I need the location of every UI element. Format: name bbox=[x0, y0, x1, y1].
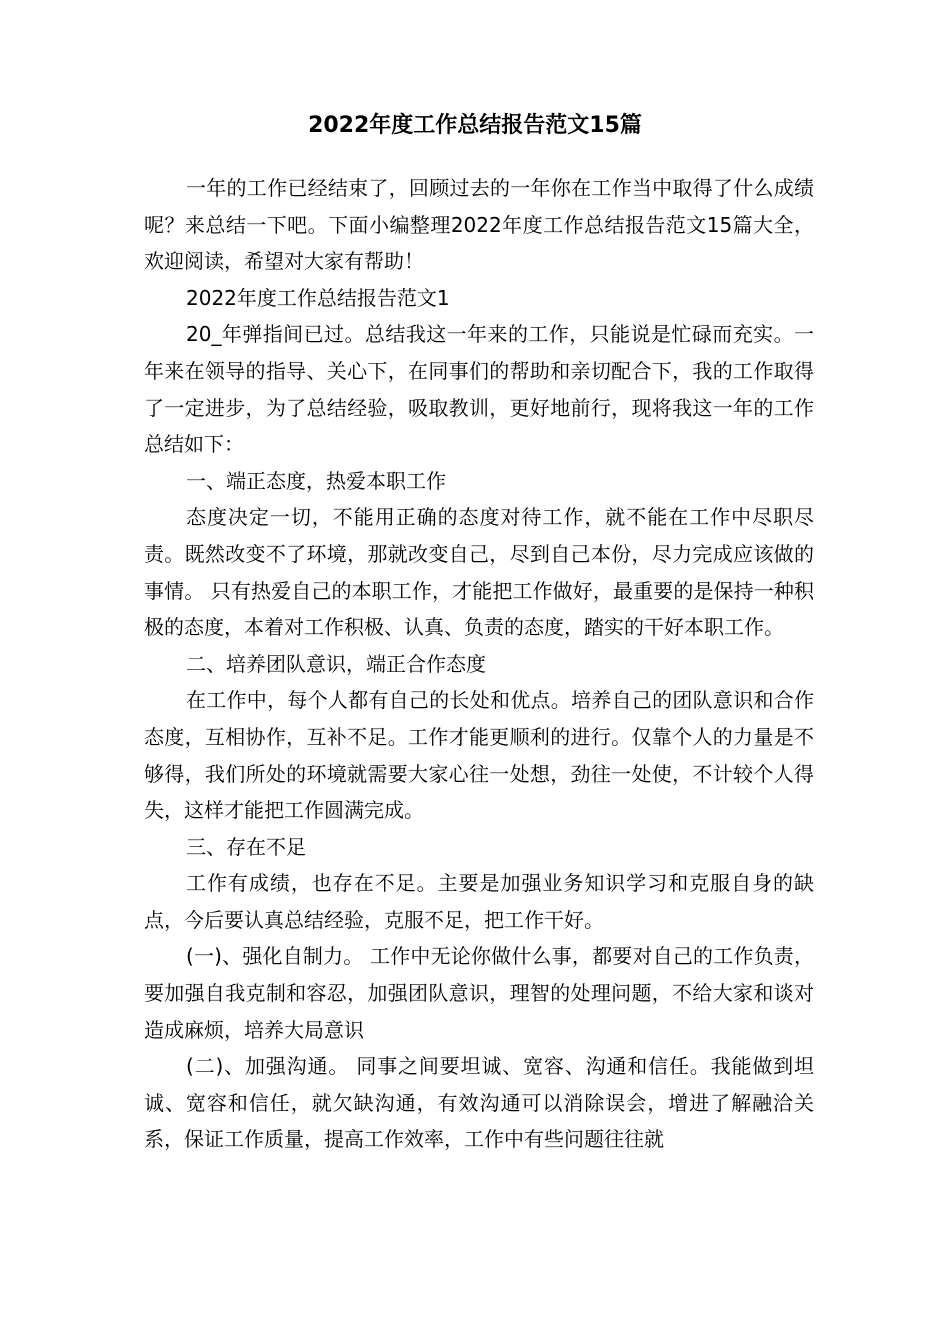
document-body bbox=[144, 170, 814, 1158]
subsection-heading: 三、存在不足 bbox=[186, 834, 306, 859]
document-title: 2022年度工作总结报告范文15篇 bbox=[308, 113, 642, 138]
section-heading: 2022年度工作总结报告范文1 bbox=[186, 285, 450, 310]
body-paragraph: 在工作中，每个人都有自己的长处和优点。培养自己的团队意识和合作态度，互相协作，互补不足。工作才能更顺利的进行。仅靠个人的力量是不够得，我们所处的环境就需要大家心往一处想，劲往一处使，不计较个人得失，这样才能把工作圆满完成。 bbox=[144, 688, 814, 823]
body-paragraph: 工作有成绩，也存在不足。主要是加强业务知识学习和克服自身的缺点，今后要认真总结经验，克服不足，把工作干好。 bbox=[144, 871, 814, 932]
body-paragraph: 20_年弹指间已过。总结我这一年来的工作，只能说是忙碌而充实。一年来在领导的指导、关心下，在同事们的帮助和亲切配合下，我的工作取得了一定进步，为了总结经验，吸取教训，更好地前行，现将我这一年的工作总结如下： bbox=[144, 322, 814, 457]
body-paragraph: (一)、强化自制力。 工作中无论你做什么事，都要对自己的工作负责，要加强自我克制和容忍，加强团队意识，理智的处理问题，不给大家和谈对造成麻烦，培养大局意识 bbox=[144, 944, 814, 1042]
body-paragraph: (二)、加强沟通。 同事之间要坦诚、宽容、沟通和信任。我能做到坦诚、宽容和信任，就欠缺沟通，有效沟通可以消除误会，增进了解融洽关系，保证工作质量，提高工作效率，工作中有些问题往往就 bbox=[144, 1054, 814, 1152]
body-paragraph: 态度决定一切，不能用正确的态度对待工作，就不能在工作中尽职尽责。既然改变不了环境，那就改变自己，尽到自己本份，尽力完成应该做的事情。 只有热爱自己的本职工作，才能把工作做好，最重要的是保持一种积极的态度，本着对工作积极、认真、负责的态度，踏实的干好本职工作。 bbox=[144, 505, 814, 640]
subsection-heading: 二、培养团队意识，端正合作态度 bbox=[186, 651, 486, 676]
intro-paragraph: 一年的工作已经结束了，回顾过去的一年你在工作当中取得了什么成绩呢？来总结一下吧。下面小编整理2022年度工作总结报告范文15篇大全，欢迎阅读，希望对大家有帮助！ bbox=[144, 176, 814, 274]
subsection-heading: 一、端正态度，热爱本职工作 bbox=[186, 468, 446, 493]
